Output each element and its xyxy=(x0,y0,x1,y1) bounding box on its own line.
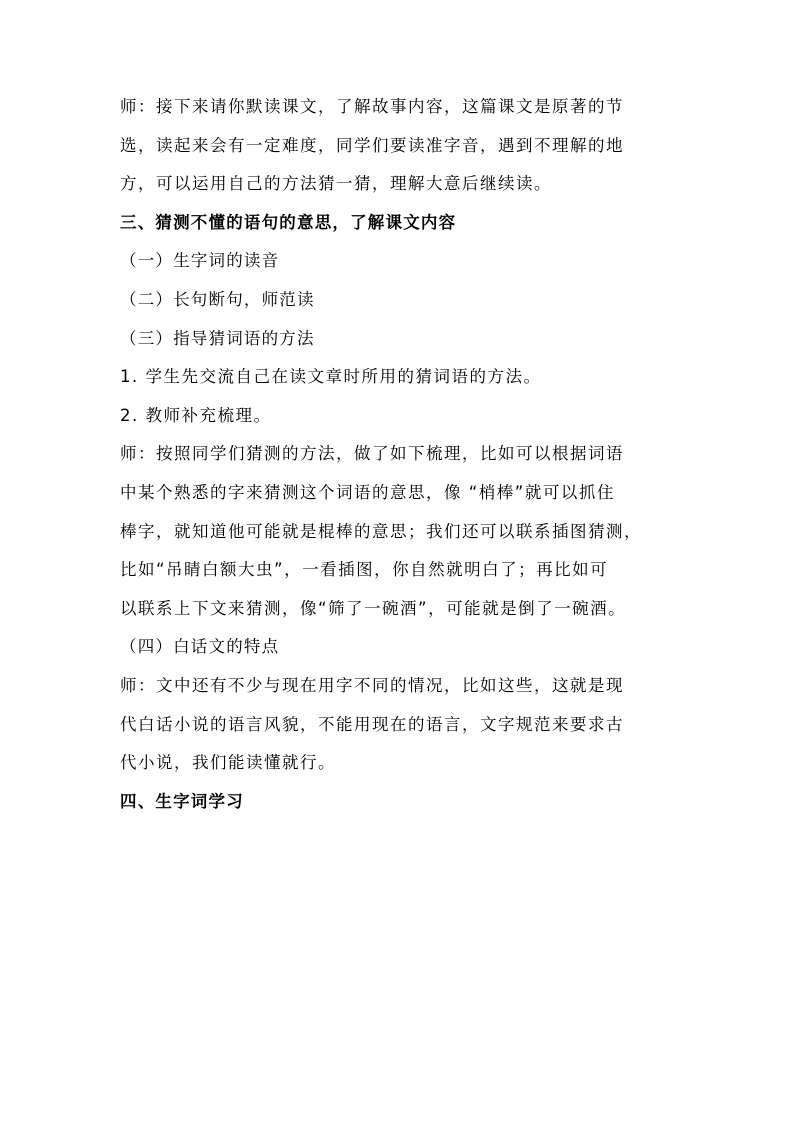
paragraph-line: 选，读起来会有一定难度，同学们要读准字音，遇到不理解的地 xyxy=(120,135,624,155)
paragraph-line: 以联系上下文来猜测，像“筛了一碗酒”，可能就是倒了一碗酒。 xyxy=(120,598,627,618)
paragraph-line: 棒字，就知道他可能就是棍棒的意思；我们还可以联系插图猜测， xyxy=(120,521,642,541)
paragraph-line: 中某个熟悉的字来猜测这个词语的意思，像 “梢棒”就可以抓住 xyxy=(120,482,615,502)
paragraph-line: 代白话小说的语言风貌，不能用现在的语言，文字规范来要求古 xyxy=(120,714,624,734)
subsection-heading: （三）指导猜词语的方法 xyxy=(120,328,315,348)
paragraph-line: 师：文中还有不少与现在用字不同的情况，比如这些，这就是现 xyxy=(120,675,624,695)
list-item: 2. 教师补充梳理。 xyxy=(120,405,272,425)
section-heading: 三、猜测不懂的语句的意思，了解课文内容 xyxy=(120,212,457,232)
paragraph-line: 代小说，我们能读懂就行。 xyxy=(120,753,336,773)
paragraph-line: 比如“吊睛白额大虫”，一看插图，你自然就明白了；再比如可 xyxy=(120,560,609,580)
document-body xyxy=(120,97,680,830)
subsection-heading: （二）长句断句，师范读 xyxy=(120,289,315,309)
paragraph-line: 方，可以运用自己的方法猜一猜，理解大意后继续读。 xyxy=(120,174,552,194)
list-item: 1. 学生先交流自己在读文章时所用的猜词语的方法。 xyxy=(120,367,542,387)
paragraph-line: 师：接下来请你默读课文，了解故事内容，这篇课文是原著的节 xyxy=(120,97,624,116)
subsection-heading: （一）生字词的读音 xyxy=(120,251,280,271)
section-heading: 四、生字词学习 xyxy=(120,791,244,811)
subsection-heading: （四）白话文的特点 xyxy=(120,637,280,657)
paragraph-line: 师：按照同学们猜测的方法，做了如下梳理，比如可以根据词语 xyxy=(120,444,624,464)
